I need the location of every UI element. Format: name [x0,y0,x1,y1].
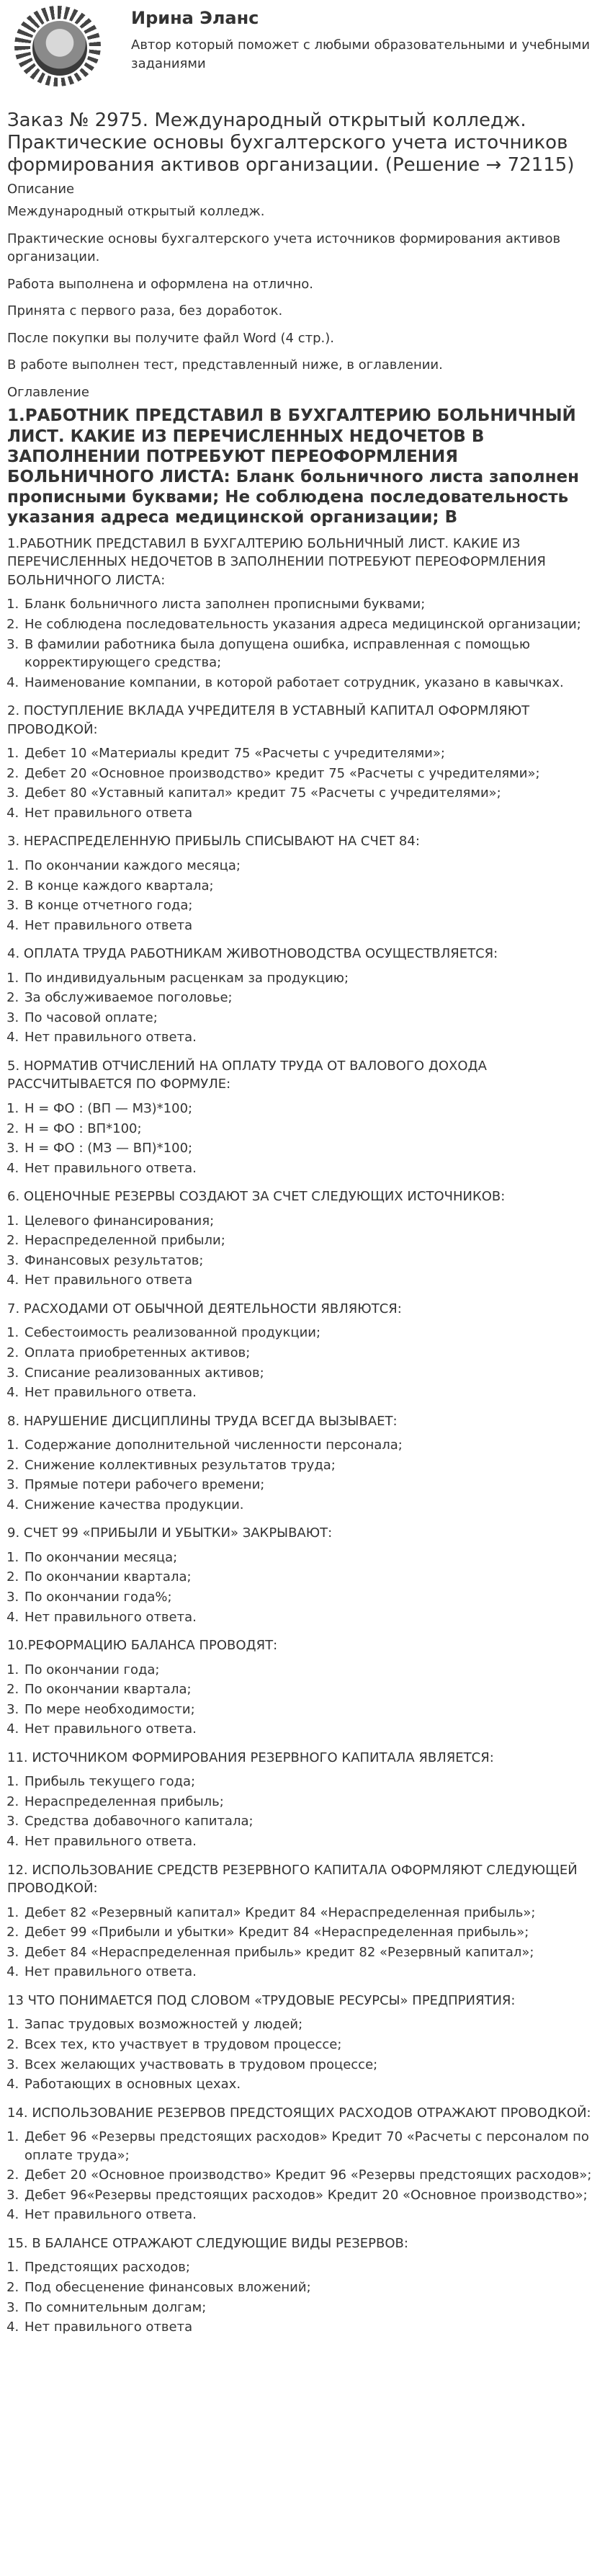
answer-option: 2. Н = ФО : ВП*100; [23,1120,603,1138]
answer-option: 2. Оплата приобретенных активов; [23,1344,603,1363]
answer-option: 4. Нет правильного ответа [23,2318,603,2337]
answer-option: 3. Дебет 84 «Нераспределенная прибыль» кредит 82 «Резервный капитал»; [23,1943,603,1962]
answer-option: 4. Нет правильного ответа. [23,1963,603,1982]
question-text: 9. СЧЕТ 99 «ПРИБЫЛИ И УБЫТКИ» ЗАКРЫВАЮТ: [7,1525,333,1541]
question-block [7,1861,603,1982]
question-text: 6. ОЦЕНОЧНЫЕ РЕЗЕРВЫ СОЗДАЮТ ЗА СЧЕТ СЛЕДУЮЩИХ ИСТОЧНИКОВ: [7,1189,506,1205]
description-paragraph: Международный открытый колледж. [7,204,265,220]
answer-option: 3. В фамилии работника была допущена ошибка, исправленная с помощью корректирующего средства; [23,636,603,672]
description-paragraph: Практические основы бухгалтерского учета источников формирования активов организации. [7,231,561,265]
question-block [7,1636,603,1739]
answer-option: 1. Дебет 82 «Резервный капитал» Кредит 84 «Нераспределенная прибыль»; [23,1904,603,1922]
page-title: Заказ № 2975. Международный открытый колледж. Практические основы бухгалтерского учета источников формирования активов организации. (Решение → 72115) [7,110,575,177]
answer-option: 3. Прямые потери рабочего времени; [23,1476,603,1494]
question-text: 11. ИСТОЧНИКОМ ФОРМИРОВАНИЯ РЕЗЕРВНОГО КАПИТАЛА ЯВЛЯЕТСЯ: [7,1750,494,1765]
question-text: 5. НОРМАТИВ ОТЧИСЛЕНИЙ НА ОПЛАТУ ТРУДА ОТ ВАЛОВОГО ДОХОДА РАССЧИТЫВАЕТСЯ ПО ФОРМУЛЕ: [7,1058,487,1092]
author-description: Автор который поможет с любыми образовательными и учебными заданиями [131,37,591,72]
question-block [7,1749,603,1851]
question-text: 1.РАБОТНИК ПРЕДСТАВИЛ В БУХГАЛТЕРИЮ БОЛЬНИЧНЫЙ ЛИСТ. КАКИЕ ИЗ ПЕРЕЧИСЛЕННЫХ НЕДОЧЕТОВ В ЗАПОЛНЕНИИ ПОТРЕБУЮТ ПЕРЕОФОРМЛЕНИЯ БОЛЬНИЧНОГО ЛИСТА: [7,535,546,588]
question-block [7,1524,603,1626]
answer-option: 3. Списание реализованных активов; [23,1364,603,1383]
answer-options [7,595,603,692]
answer-option: 3. По часовой оплате; [23,1009,603,1028]
answer-option: 3. По мере необходимости; [23,1701,603,1719]
answer-option: 1. По окончании месяца; [23,1548,603,1567]
answer-option: 2. За обслуживаемое поголовье; [23,989,603,1007]
answer-option: 1. Дебет 10 «Материалы кредит 75 «Расчеты с учредителями»; [23,744,603,763]
answer-option: 2. Дебет 99 «Прибыли и убытки» Кредит 84 «Нераспределенная прибыль»; [23,1923,603,1942]
answer-option: 4. Нет правильного ответа. [23,1159,603,1178]
answer-option: 4. Нет правильного ответа. [23,1832,603,1851]
question-text: 8. НАРУШЕНИЕ ДИСЦИПЛИНЫ ТРУДА ВСЕГДА ВЫЗЫВАЕТ: [7,1413,398,1429]
answer-options [7,744,603,822]
answer-options [7,969,603,1047]
answer-option: 4. Нет правильного ответа. [23,1608,603,1627]
author-name[interactable]: Ирина Эланс [131,8,259,28]
question-block [7,2104,603,2224]
answer-option: 1. Бланк больничного листа заполнен прописными буквами; [23,595,603,614]
toc-label: Оглавление [7,384,89,400]
question-text: 7. РАСХОДАМИ ОТ ОБЫЧНОЙ ДЕЯТЕЛЬНОСТИ ЯВЛЯЮТСЯ: [7,1301,402,1316]
answer-option: 1. Содержание дополнительной численности персонала; [23,1436,603,1455]
question-block [7,1300,603,1402]
answer-option: 2. Под обесценение финансовых вложений; [23,2278,603,2297]
answer-option: 2. Дебет 20 «Основное производство» Кредит 96 «Резервы предстоящих расходов»; [23,2166,603,2185]
question-text: 15. В БАЛАНСЕ ОТРАЖАЮТ СЛЕДУЮЩИЕ ВИДЫ РЕЗЕРВОВ: [7,2235,408,2251]
question-block [7,832,603,935]
answer-option: 1. Прибыль текущего года; [23,1773,603,1791]
answer-option: 2. Нераспределенной прибыли; [23,1231,603,1250]
answer-option: 1. Себестоимость реализованной продукции; [23,1324,603,1342]
questions-list [7,535,603,2337]
answer-options [7,1436,603,1514]
answer-option: 4. Нет правильного ответа. [23,1383,603,1402]
question-block [7,2234,603,2337]
answer-options [7,1548,603,1626]
answer-option: 1. По окончании года; [23,1661,603,1680]
description-paragraph: В работе выполнен тест, представленный ниже, в оглавлении. [7,357,443,373]
answer-option: 1. Дебет 96 «Резервы предстоящих расходов» Кредит 70 «Расчеты с персоналом по оплате труда»; [23,2128,603,2165]
answer-option: 4. Нет правильного ответа [23,917,603,935]
answer-option: 1. Целевого финансирования; [23,1212,603,1231]
answer-option: 4. Работающих в основных цехах. [23,2075,603,2094]
author-header [7,0,603,97]
answer-option: 1. Предстоящих расходов; [23,2258,603,2277]
answer-option: 3. Средства добавочного капитала; [23,1812,603,1831]
question-block [7,1187,603,1290]
question-block [7,1057,603,1177]
answer-option: 3. По сомнительным долгам; [23,2299,603,2317]
answer-option: 2. По окончании квартала; [23,1680,603,1699]
question-text: 10.РЕФОРМАЦИЮ БАЛАНСА ПРОВОДЯТ: [7,1638,278,1654]
question-block [7,535,603,692]
answer-option: 4. Нет правильного ответа. [23,1028,603,1047]
avatar-photo [30,19,89,78]
toc-heading: 1.РАБОТНИК ПРЕДСТАВИЛ В БУХГАЛТЕРИЮ БОЛЬНИЧНЫЙ ЛИСТ. КАКИЕ ИЗ ПЕРЕЧИСЛЕННЫХ НЕДОЧЕТОВ В ЗАПОЛНЕНИИ ПОТРЕБУЮТ ПЕРЕОФОРМЛЕНИЯ БОЛЬНИЧНОГО ЛИСТА: Бланк больничного листа заполнен прописными буквами; Не соблюдена последовательность указания адреса медицинской организации; В [7,406,579,527]
avatar[interactable] [7,4,115,88]
description-paragraph: Принята с первого раза, без доработок. [7,303,283,319]
answer-option: 3. Дебет 80 «Уставный капитал» кредит 75 «Расчеты с учредителями»; [23,784,603,803]
question-text: 2. ПОСТУПЛЕНИЕ ВКЛАДА УЧРЕДИТЕЛЯ В УСТАВНЫЙ КАПИТАЛ ОФОРМЛЯЮТ ПРОВОДКОЙ: [7,703,530,737]
question-block [7,1412,603,1515]
answer-option: 2. В конце каждого квартала; [23,877,603,896]
answer-options [7,1661,603,1739]
answer-option: 4. Снижение качества продукции. [23,1496,603,1515]
question-text: 4. ОПЛАТА ТРУДА РАБОТНИКАМ ЖИВОТНОВОДСТВА ОСУЩЕСТВЛЯЕТСЯ: [7,946,498,962]
question-text: 3. НЕРАСПРЕДЕЛЕННУЮ ПРИБЫЛЬ СПИСЫВАЮТ НА СЧЕТ 84: [7,834,420,850]
answer-option: 1. По индивидуальным расценкам за продукцию; [23,969,603,988]
answer-option: 3. В конце отчетного года; [23,896,603,915]
answer-option: 2. Всех тех, кто участвует в трудовом процессе; [23,2036,603,2054]
answer-option: 2. Не соблюдена последовательность указания адреса медицинской организации; [23,615,603,634]
answer-option: 3. Дебет 96«Резервы предстоящих расходов» Кредит 20 «Основное производство»; [23,2186,603,2205]
answer-option: 3. Н = ФО : (МЗ — ВП)*100; [23,1139,603,1158]
answer-option: 1. Запас трудовых возможностей у людей; [23,2015,603,2034]
description-paragraph: После покупки вы получите файл Word (4 стр.). [7,330,335,346]
description-label: Описание [7,181,75,197]
answer-options [7,1773,603,1850]
answer-options [7,2258,603,2336]
description-block [7,202,603,375]
answer-option: 4. Нет правильного ответа. [23,2206,603,2224]
answer-option: 2. Нераспределенная прибыль; [23,1793,603,1811]
answer-option: 1. Н = ФО : (ВП — МЗ)*100; [23,1100,603,1118]
answer-options [7,2128,603,2224]
question-text: 13 ЧТО ПОНИМАЕТСЯ ПОД СЛОВОМ «ТРУДОВЫЕ РЕСУРСЫ» ПРЕДПРИЯТИЯ: [7,1992,516,2008]
answer-options [7,1324,603,1401]
answer-options [7,2015,603,2093]
question-block [7,945,603,1047]
answer-options [7,1904,603,1982]
author-info [131,4,603,73]
answer-option: 4. Нет правильного ответа [23,1271,603,1290]
answer-option: 3. Всех желающих участвовать в трудовом процессе; [23,2056,603,2074]
answer-option: 4. Наименование компании, в которой работает сотрудник, указано в кавычках. [23,674,603,692]
answer-options [7,1212,603,1290]
answer-option: 4. Нет правильного ответа [23,804,603,823]
question-text: 12. ИСПОЛЬЗОВАНИЕ СРЕДСТВ РЕЗЕРВНОГО КАПИТАЛА ОФОРМЛЯЮТ СЛЕДУЮЩЕЙ ПРОВОДКОЙ: [7,1862,578,1897]
answer-option: 4. Нет правильного ответа. [23,1720,603,1739]
answer-options [7,1100,603,1177]
answer-option: 3. Финансовых результатов; [23,1252,603,1270]
question-text: 14. ИСПОЛЬЗОВАНИЕ РЕЗЕРВОВ ПРЕДСТОЯЩИХ РАСХОДОВ ОТРАЖАЮТ ПРОВОДКОЙ: [7,2105,591,2121]
answer-option: 2. По окончании квартала; [23,1568,603,1587]
answer-option: 1. По окончании каждого месяца; [23,857,603,875]
question-block [7,1992,603,2094]
answer-option: 3. По окончании года%; [23,1588,603,1607]
answer-option: 2. Дебет 20 «Основное производство» кредит 75 «Расчеты с учредителями»; [23,765,603,783]
description-paragraph: Работа выполнена и оформлена на отлично. [7,276,314,292]
answer-options [7,857,603,935]
answer-option: 2. Снижение коллективных результатов труда; [23,1456,603,1475]
question-block [7,702,603,822]
